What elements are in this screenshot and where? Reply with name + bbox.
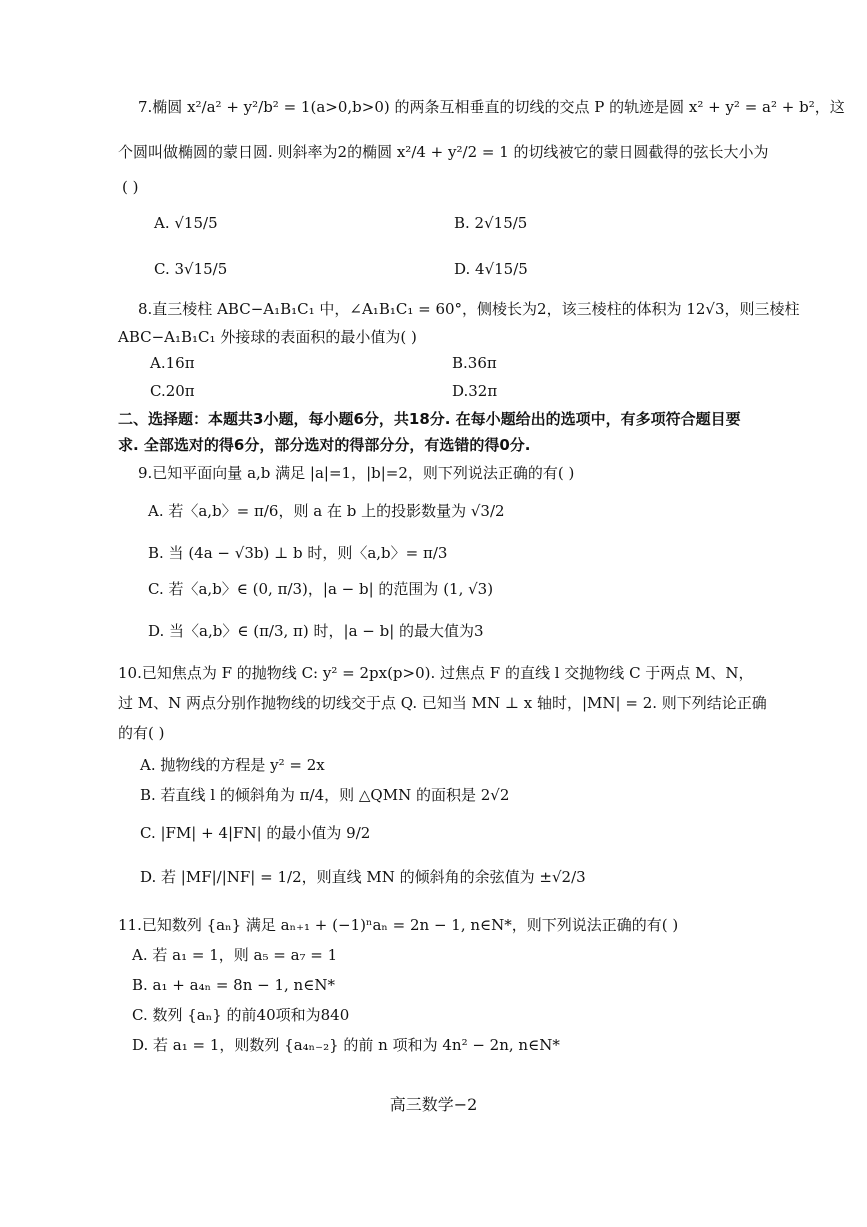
q8-option-d: D.32π	[452, 382, 498, 400]
q10-option-d: D. 若 |MF|/|NF| = 1/2，则直线 MN 的倾斜角的余弦值为 ±√2/3	[140, 868, 586, 886]
q7-option-d: D. 4√15/5	[454, 260, 528, 278]
q7-option-b: B. 2√15/5	[454, 214, 528, 232]
q11-option-b: B. a₁ + a₄ₙ = 8n − 1, n∈N*	[132, 976, 335, 994]
q11-option-c: C. 数列 {aₙ} 的前40项和为840	[132, 1006, 350, 1024]
page-footer: 高三数学−2	[389, 1095, 478, 1114]
q7-line3: ( )	[122, 178, 139, 196]
q11-option-d: D. 若 a₁ = 1，则数列 {a₄ₙ₋₂} 的前 n 项和为 4n² − 2n, n∈N*	[132, 1036, 560, 1054]
q8-line2: ABC−A₁B₁C₁ 外接球的表面积的最小值为( )	[118, 328, 417, 346]
q10-option-a: A. 抛物线的方程是 y² = 2x	[140, 756, 325, 774]
q10-line1: 10.已知焦点为 F 的抛物线 C: y² = 2px(p>0). 过焦点 F 的直线 l 交抛物线 C 于两点 M、N，	[118, 664, 754, 682]
q11-option-a: A. 若 a₁ = 1，则 a₅ = a₇ = 1	[132, 946, 338, 964]
q7-option-a: A. √15/5	[154, 214, 218, 232]
section2-line1: 二、选择题：本题共3小题，每小题6分，共18分. 在每小题给出的选项中，有多项符合题目要	[118, 410, 741, 428]
q8-line1: 8.直三棱柱 ABC−A₁B₁C₁ 中，∠A₁B₁C₁ = 60°，侧棱长为2，该三棱柱的体积为 12√3，则三棱柱	[138, 300, 800, 318]
q7-line2: 个圆叫做椭圆的蒙日圆. 则斜率为2的椭圆 x²/4 + y²/2 = 1 的切线被它的蒙日圆截得的弦长大小为	[118, 143, 769, 161]
q7-option-c: C. 3√15/5	[154, 260, 228, 278]
q11-stem: 11.已知数列 {aₙ} 满足 aₙ₊₁ + (−1)ⁿaₙ = 2n − 1, n∈N*，则下列说法正确的有( )	[118, 916, 679, 934]
q9-stem: 9.已知平面向量 a,b 满足 |a|=1，|b|=2，则下列说法正确的有( )	[138, 464, 575, 482]
q9-option-c: C. 若〈a,b〉∈ (0, π/3)，|a − b| 的范围为 (1, √3)	[148, 580, 494, 598]
section2-line2: 求. 全部选对的得6分，部分选对的得部分分，有选错的得0分.	[118, 436, 531, 454]
q10-option-c: C. |FM| + 4|FN| 的最小值为 9/2	[140, 824, 371, 842]
q9-option-a: A. 若〈a,b〉= π/6，则 a 在 b 上的投影数量为 √3/2	[148, 502, 505, 520]
q7-line1: 7.椭圆 x²/a² + y²/b² = 1(a>0,b>0) 的两条互相垂直的切线的交点 P 的轨迹是圆 x² + y² = a² + b²，这	[138, 98, 845, 116]
q10-option-b: B. 若直线 l 的倾斜角为 π/4，则 △QMN 的面积是 2√2	[140, 786, 510, 804]
q10-line2: 过 M、N 两点分别作抛物线的切线交于点 Q. 已知当 MN ⊥ x 轴时，|MN| = 2. 则下列结论正确	[118, 694, 767, 712]
q10-line3: 的有( )	[118, 724, 165, 742]
q9-option-d: D. 当〈a,b〉∈ (π/3, π) 时，|a − b| 的最大值为3	[148, 622, 484, 640]
q8-option-b: B.36π	[452, 354, 497, 372]
q9-option-b: B. 当 (4a − √3b) ⊥ b 时，则〈a,b〉= π/3	[148, 544, 448, 562]
q8-option-a: A.16π	[150, 354, 195, 372]
q8-option-c: C.20π	[150, 382, 195, 400]
